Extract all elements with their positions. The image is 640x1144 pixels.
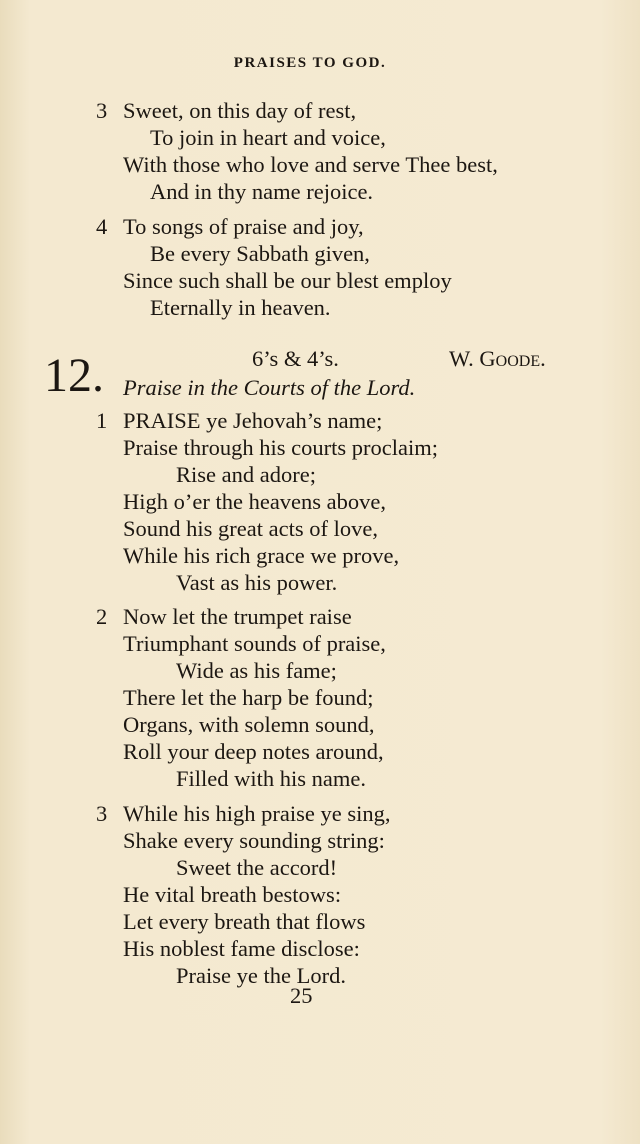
verse-line: Triumphant sounds of praise, (123, 631, 386, 656)
verse-line: Organs, with solemn sound, (123, 712, 375, 737)
verse-line: While his high praise ye sing, (123, 801, 391, 826)
verse-line: Now let the trumpet raise (123, 604, 352, 629)
verse-line: Sweet the accord! (176, 855, 338, 880)
verse-line: Sound his great acts of love, (123, 516, 378, 541)
verse-line: Rise and adore; (176, 462, 316, 487)
verse-line: Be every Sabbath given, (150, 241, 370, 266)
verse-line: While his rich grace we prove, (123, 543, 400, 568)
verse-line: His noblest fame disclose: (123, 936, 360, 961)
verse-number: 2 (96, 604, 108, 629)
verse-number: 3 (96, 98, 108, 123)
page-number: 25 (290, 983, 313, 1008)
verse-number: 4 (96, 214, 108, 239)
verse-line: Filled with his name. (176, 766, 366, 791)
verse-line: To join in heart and voice, (150, 125, 386, 150)
verse-line: With those who love and serve Thee best, (123, 152, 498, 177)
verse-line: PRAISE ye Jehovah’s name; (123, 408, 383, 433)
verse-line: And in thy name rejoice. (150, 179, 374, 204)
verse-line: There let the harp be found; (123, 685, 374, 710)
verse-line: Let every breath that flows (123, 909, 366, 934)
verse-line: Wide as his fame; (176, 658, 337, 683)
verse-line: Sweet, on this day of rest, (123, 98, 357, 123)
hymn-title: Praise in the Courts of the Lord. (123, 375, 416, 400)
hymn-meter: 6’s & 4’s. (252, 346, 339, 371)
verse-number: 3 (96, 801, 108, 826)
running-header: PRAISES TO GOD. (233, 55, 387, 71)
verse-line: Eternally in heaven. (150, 295, 331, 320)
verse-line: Shake every sounding string: (123, 828, 385, 853)
verse-line: Vast as his power. (176, 570, 338, 595)
verse-line: Praise through his courts proclaim; (123, 435, 438, 460)
verse-line: Praise ye the Lord. (176, 963, 346, 988)
verse-line: Roll your deep notes around, (123, 739, 384, 764)
hymn-author: W. Goode. (449, 346, 546, 371)
verse-line: High o’er the heavens above, (123, 489, 387, 514)
verse-number: 1 (96, 408, 108, 433)
verse-line: He vital breath bestows: (123, 882, 342, 907)
hymn-number: 12. (44, 349, 104, 402)
verse-line: Since such shall be our blest employ (123, 268, 452, 293)
verse-line: To songs of praise and joy, (123, 214, 364, 239)
